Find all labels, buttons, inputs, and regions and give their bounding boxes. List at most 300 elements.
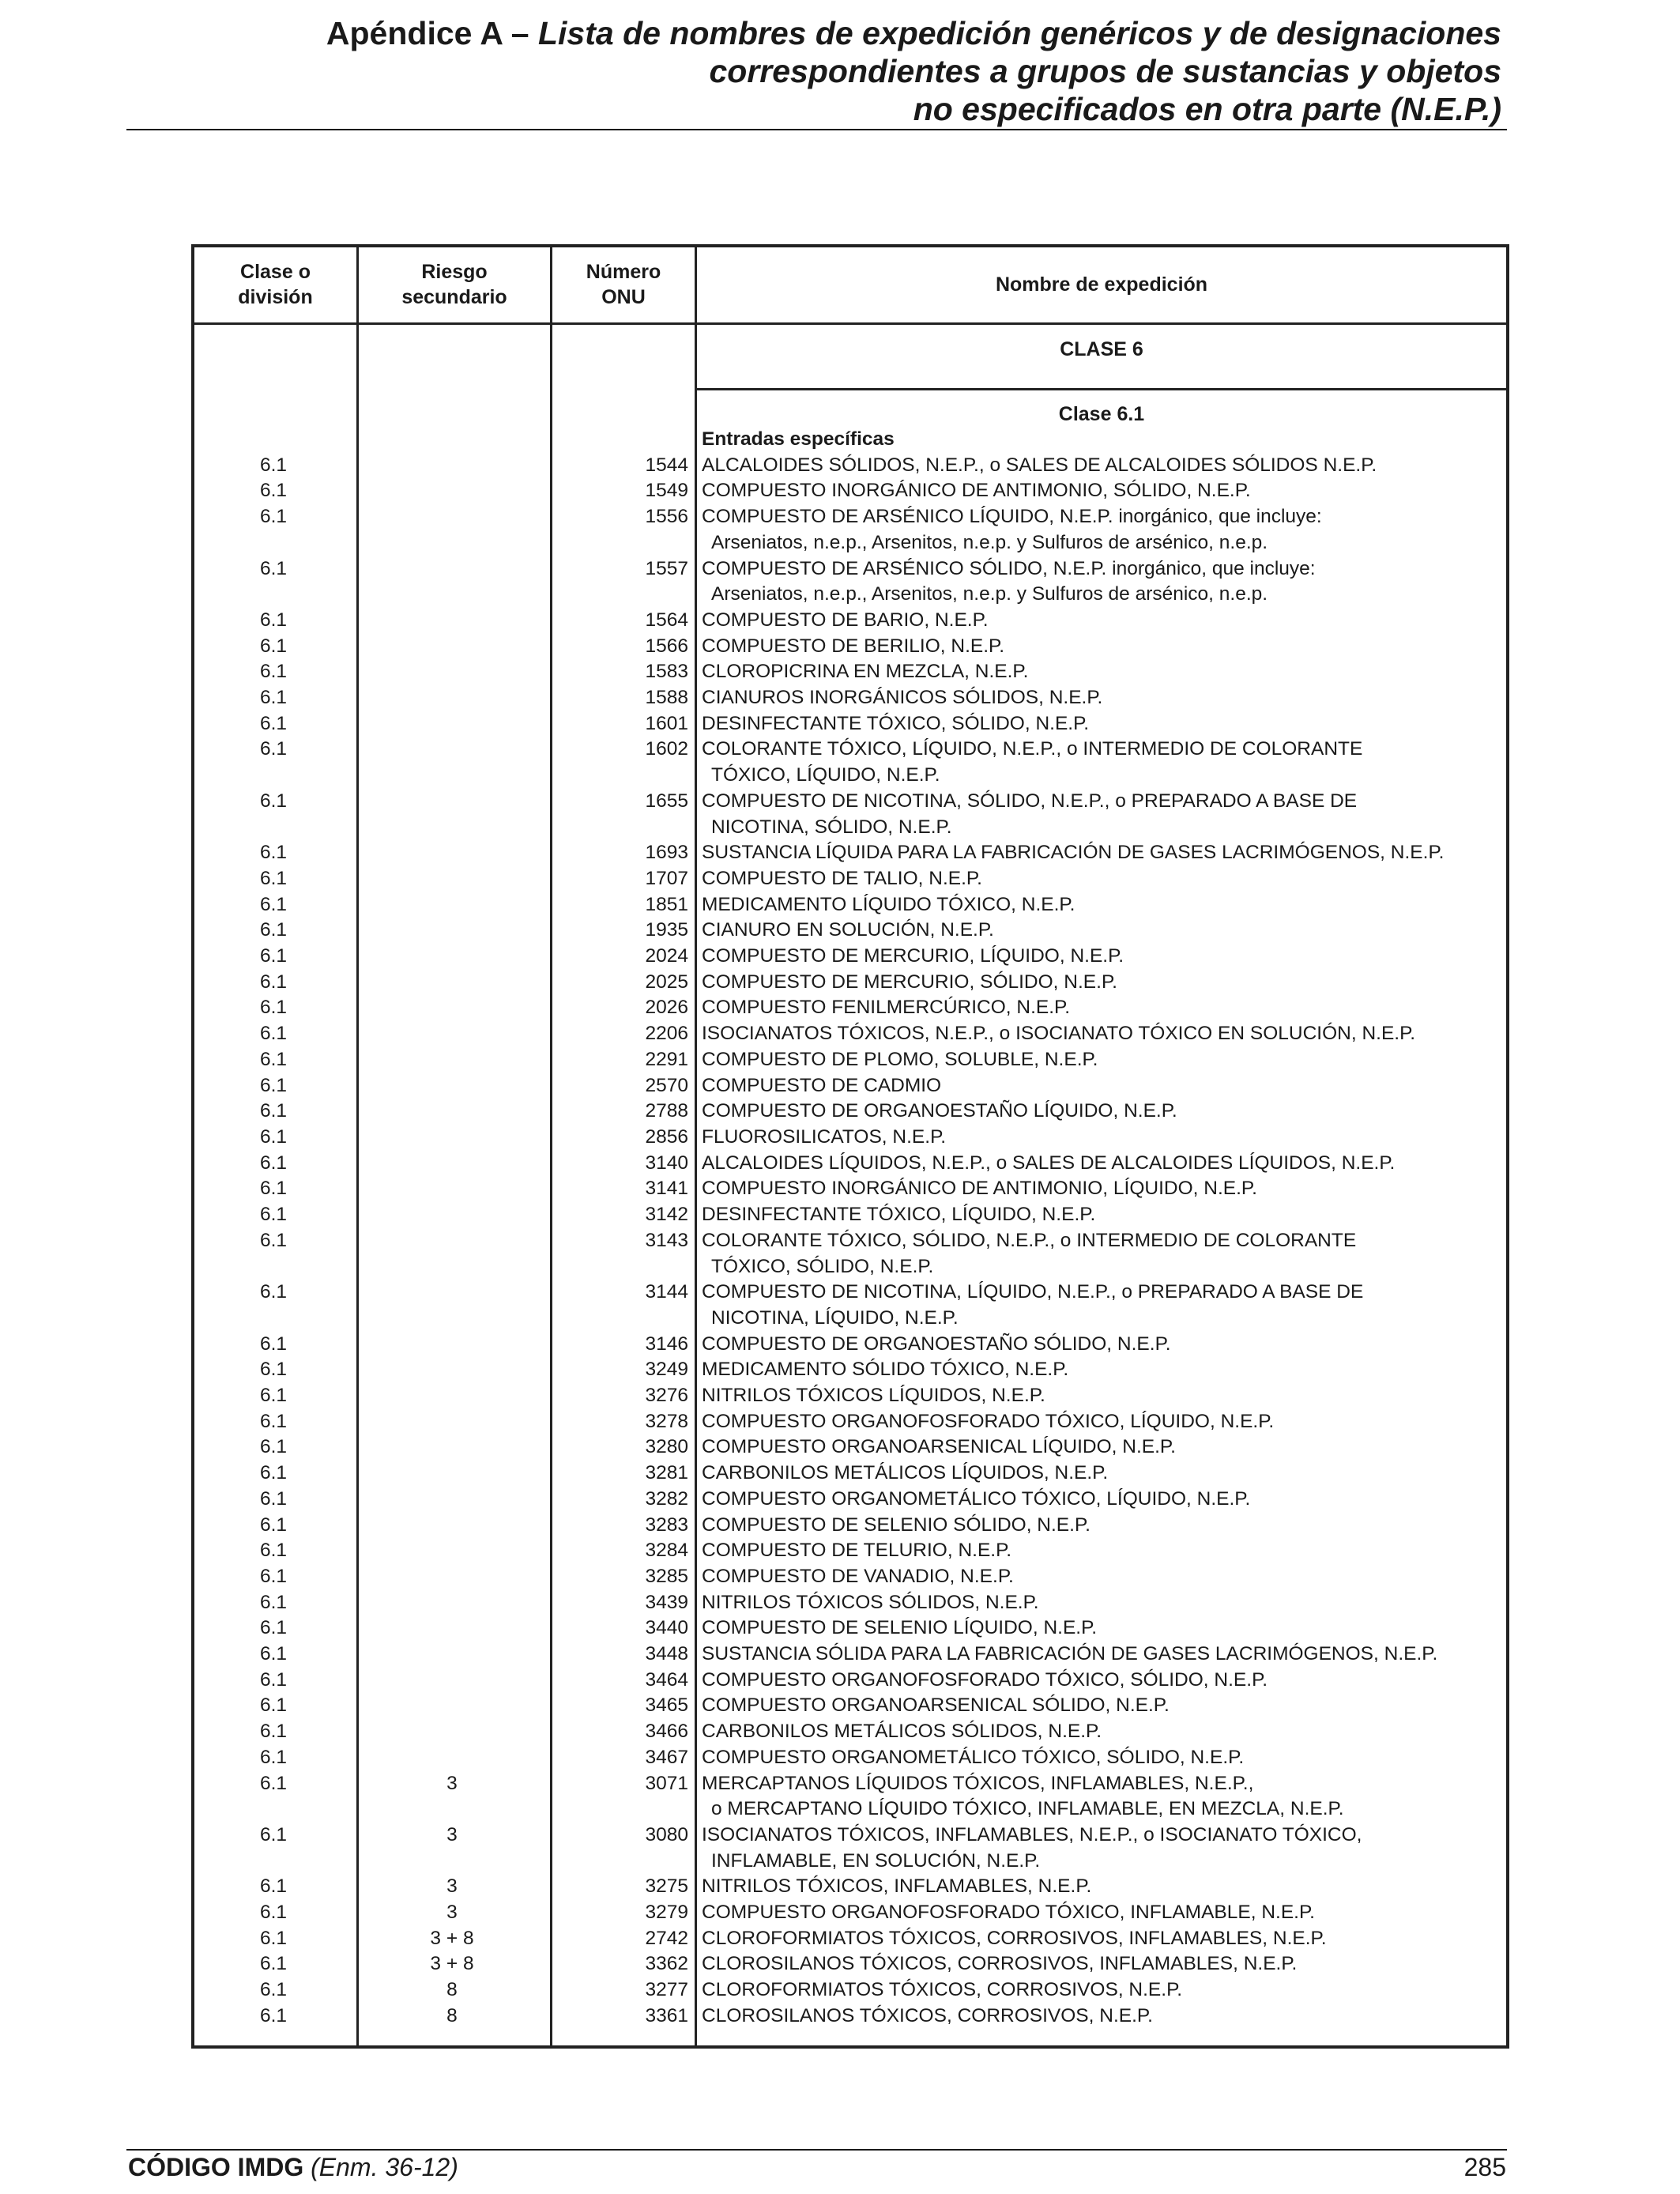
cell-nombre-line: COMPUESTO DE SELENIO SÓLIDO, N.E.P. xyxy=(702,1514,1090,1536)
table-row xyxy=(191,1564,1509,1590)
cell-onu xyxy=(549,1461,688,1487)
cell-onu xyxy=(549,1538,688,1564)
table-row xyxy=(191,1615,1509,1642)
cell-clase: 6.1 xyxy=(259,1617,288,1639)
cell-nombre xyxy=(702,608,1500,634)
cell-clase: 6.1 xyxy=(259,919,288,941)
table-row xyxy=(191,944,1509,970)
table-row xyxy=(191,1202,1509,1228)
cell-onu-value: 3071 xyxy=(645,1772,688,1794)
table-row xyxy=(191,1487,1509,1513)
cell-onu-value: 1549 xyxy=(645,480,688,502)
table-row xyxy=(191,1874,1509,1900)
table-row xyxy=(191,1719,1509,1745)
class-title: CLASE 6 xyxy=(1060,338,1143,360)
cell-nombre xyxy=(702,918,1500,944)
cell-nombre xyxy=(702,1125,1500,1151)
cell-clase: 6.1 xyxy=(259,1591,288,1613)
column-header-riesgo-line-2: secundario xyxy=(401,286,507,308)
cell-onu xyxy=(549,1383,688,1409)
cell-nombre xyxy=(702,1590,1500,1616)
cell-onu xyxy=(549,1615,688,1642)
cell-nombre-line: COMPUESTO ORGANOFOSFORADO TÓXICO, INFLAMABLE, N.E.P. xyxy=(702,1902,1315,1924)
cell-nombre xyxy=(702,1951,1500,1977)
cell-onu-value: 2206 xyxy=(645,1023,688,1045)
cell-nombre-line: COMPUESTO INORGÁNICO DE ANTIMONIO, LÍQUIDO, N.E.P. xyxy=(702,1178,1257,1200)
cell-nombre xyxy=(702,789,1500,840)
cell-nombre xyxy=(702,1280,1500,1331)
cell-nombre xyxy=(702,944,1500,970)
cell-nombre-line: COMPUESTO DE BERILIO, N.E.P. xyxy=(702,635,1005,657)
cell-onu-value: 2742 xyxy=(645,1927,688,1949)
cell-clase: 6.1 xyxy=(259,1721,288,1743)
cell-nombre-line: ISOCIANATOS TÓXICOS, INFLAMABLES, N.E.P., o ISOCIANATO TÓXICO, xyxy=(702,1823,1362,1845)
cell-nombre xyxy=(702,1073,1500,1099)
cell-onu-value: 3146 xyxy=(645,1333,688,1355)
cell-nombre-line: INFLAMABLE, EN SOLUCIÓN, N.E.P. xyxy=(711,1849,1041,1872)
cell-clase: 6.1 xyxy=(259,1746,288,1768)
cell-clase: 6.1 xyxy=(259,1178,288,1200)
cell-clase: 6.1 xyxy=(259,790,288,812)
cell-onu-value: 1655 xyxy=(645,790,688,812)
cell-clase: 6.1 xyxy=(259,454,288,476)
cell-riesgo: 3 xyxy=(446,1875,458,1898)
table-row xyxy=(191,1228,1509,1280)
cell-nombre xyxy=(702,1926,1500,1952)
cell-clase: 6.1 xyxy=(259,971,288,993)
cell-riesgo: 8 xyxy=(446,2004,458,2026)
cell-onu-value: 1557 xyxy=(645,557,688,579)
table-row xyxy=(191,1900,1509,1926)
cell-nombre-line: COMPUESTO FENILMERCÚRICO, N.E.P. xyxy=(702,997,1071,1019)
table-row xyxy=(191,970,1509,996)
header-rule xyxy=(126,129,1507,130)
table-row xyxy=(191,685,1509,711)
cell-clase: 6.1 xyxy=(259,1695,288,1717)
cell-onu xyxy=(549,1926,688,1952)
header-title-3: no especificados en otra parte (N.E.P.) xyxy=(913,91,1501,127)
cell-nombre-line: CLOROSILANOS TÓXICOS, CORROSIVOS, N.E.P. xyxy=(702,2004,1153,2026)
cell-nombre xyxy=(702,1434,1500,1461)
table-row xyxy=(191,1409,1509,1435)
cell-clase: 6.1 xyxy=(259,1462,288,1484)
cell-onu-value: 1935 xyxy=(645,919,688,941)
cell-clase: 6.1 xyxy=(259,1540,288,1562)
cell-clase: 6.1 xyxy=(259,997,288,1019)
cell-clase: 6.1 xyxy=(259,1927,288,1949)
cell-clase: 6.1 xyxy=(259,1359,288,1381)
cell-riesgo: 3 xyxy=(446,1902,458,1924)
table-row xyxy=(191,1977,1509,2004)
cell-onu-value: 3464 xyxy=(645,1668,688,1691)
cell-nombre-line: COMPUESTO ORGANOARSENICAL LÍQUIDO, N.E.P. xyxy=(702,1436,1176,1458)
cell-onu-value: 1693 xyxy=(645,842,688,864)
cell-onu-value: 3466 xyxy=(645,1721,688,1743)
cell-nombre xyxy=(702,504,1500,556)
cell-nombre-line: COMPUESTO DE ORGANOESTAÑO SÓLIDO, N.E.P. xyxy=(702,1333,1171,1355)
cell-nombre-line: NICOTINA, SÓLIDO, N.E.P. xyxy=(711,816,952,838)
cell-nombre xyxy=(702,1383,1500,1409)
cell-nombre-line: CARBONILOS METÁLICOS LÍQUIDOS, N.E.P. xyxy=(702,1462,1109,1484)
cell-nombre xyxy=(702,1823,1500,1874)
cell-clase: 6.1 xyxy=(259,1487,288,1510)
cell-onu xyxy=(549,1021,688,1047)
cell-onu xyxy=(549,892,688,918)
table-row xyxy=(191,1538,1509,1564)
cell-onu xyxy=(549,1719,688,1745)
cell-onu xyxy=(549,944,688,970)
class-divider xyxy=(695,388,1509,390)
cell-onu xyxy=(549,1823,688,1849)
header-line-1 xyxy=(126,14,1501,52)
cell-nombre xyxy=(702,1021,1500,1047)
cell-clase: 6.1 xyxy=(259,1565,288,1587)
cell-onu xyxy=(549,1332,688,1358)
table-row xyxy=(191,995,1509,1021)
cell-onu-value: 3141 xyxy=(645,1178,688,1200)
cell-nombre-line: DESINFECTANTE TÓXICO, SÓLIDO, N.E.P. xyxy=(702,712,1090,734)
table-row xyxy=(191,1047,1509,1073)
table-row xyxy=(191,504,1509,556)
table-row xyxy=(191,1280,1509,1331)
table-row xyxy=(191,840,1509,866)
table-row xyxy=(191,453,1509,479)
cell-nombre xyxy=(702,995,1500,1021)
cell-nombre-line: CIANURO EN SOLUCIÓN, N.E.P. xyxy=(702,919,994,941)
cell-nombre-line: SUSTANCIA LÍQUIDA PARA LA FABRICACIÓN DE GASES LACRIMÓGENOS, N.E.P. xyxy=(702,842,1445,864)
cell-nombre xyxy=(702,1047,1500,1073)
header-lead: Apéndice A – xyxy=(326,15,538,51)
cell-onu xyxy=(549,840,688,866)
cell-riesgo: 3 xyxy=(446,1823,458,1845)
cell-clase: 6.1 xyxy=(259,1668,288,1691)
cell-nombre-line: MERCAPTANOS LÍQUIDOS TÓXICOS, INFLAMABLES, N.E.P., xyxy=(702,1772,1254,1794)
cell-nombre-line: CARBONILOS METÁLICOS SÓLIDOS, N.E.P. xyxy=(702,1721,1102,1743)
cell-onu-value: 2788 xyxy=(645,1100,688,1122)
cell-onu-value: 1564 xyxy=(645,609,688,631)
cell-nombre xyxy=(702,1745,1500,1771)
table-row xyxy=(191,737,1509,788)
cell-nombre xyxy=(702,840,1500,866)
cell-nombre-line: COMPUESTO ORGANOMETÁLICO TÓXICO, SÓLIDO, N.E.P. xyxy=(702,1746,1245,1768)
cell-clase: 6.1 xyxy=(259,1048,288,1070)
cell-nombre xyxy=(702,1099,1500,1125)
table-row xyxy=(191,1151,1509,1177)
cell-onu-value: 3362 xyxy=(645,1953,688,1975)
table-row xyxy=(191,1434,1509,1461)
cell-nombre xyxy=(702,892,1500,918)
cell-nombre xyxy=(702,556,1500,608)
cell-nombre xyxy=(702,1719,1500,1745)
table-row xyxy=(191,1693,1509,1719)
cell-onu xyxy=(549,789,688,815)
cell-clase: 6.1 xyxy=(259,1204,288,1226)
table-row xyxy=(191,789,1509,840)
cell-onu xyxy=(549,1590,688,1616)
cell-clase: 6.1 xyxy=(259,1823,288,1845)
cell-nombre xyxy=(702,1900,1500,1926)
footer-code-name: CÓDIGO IMDG xyxy=(128,2153,304,2181)
cell-onu-value: 1544 xyxy=(645,454,688,476)
cell-onu-value: 2291 xyxy=(645,1048,688,1070)
cell-onu-value: 3143 xyxy=(645,1229,688,1251)
cell-onu xyxy=(549,453,688,479)
cell-onu-value: 2024 xyxy=(645,945,688,967)
table-body xyxy=(191,427,1509,2030)
cell-clase: 6.1 xyxy=(259,842,288,864)
cell-onu-value: 1707 xyxy=(645,867,688,889)
column-header-clase-line-1: Clase o xyxy=(240,261,311,283)
cell-clase: 6.1 xyxy=(259,1410,288,1432)
cell-clase: 6.1 xyxy=(259,1100,288,1122)
cell-onu-value: 3277 xyxy=(645,1979,688,2001)
table-row xyxy=(191,1668,1509,1694)
cell-onu xyxy=(549,685,688,711)
cell-nombre-line: COMPUESTO ORGANOFOSFORADO TÓXICO, SÓLIDO, N.E.P. xyxy=(702,1668,1268,1691)
cell-clase: 6.1 xyxy=(259,1643,288,1665)
cell-nombre-line: CIANUROS INORGÁNICOS SÓLIDOS, N.E.P. xyxy=(702,687,1103,709)
cell-nombre xyxy=(702,453,1500,479)
cell-onu xyxy=(549,711,688,737)
cell-nombre xyxy=(702,1977,1500,2004)
cell-clase: 6.1 xyxy=(259,1385,288,1407)
cell-nombre-line: COMPUESTO DE PLOMO, SOLUBLE, N.E.P. xyxy=(702,1048,1098,1070)
cell-riesgo: 8 xyxy=(446,1979,458,2001)
table-row xyxy=(191,1461,1509,1487)
cell-onu-value: 3142 xyxy=(645,1204,688,1226)
cell-clase: 6.1 xyxy=(259,945,288,967)
column-header-onu-line-2: ONU xyxy=(601,286,646,308)
cell-onu-value: 2026 xyxy=(645,997,688,1019)
cell-nombre xyxy=(702,634,1500,660)
table-row xyxy=(191,892,1509,918)
cell-onu xyxy=(549,556,688,582)
cell-nombre xyxy=(702,2004,1500,2030)
cell-nombre-line: MEDICAMENTO LÍQUIDO TÓXICO, N.E.P. xyxy=(702,893,1075,915)
cell-onu-value: 1601 xyxy=(645,712,688,734)
cell-clase: 6.1 xyxy=(259,687,288,709)
cell-clase: 6.1 xyxy=(259,1229,288,1251)
cell-nombre-line: TÓXICO, SÓLIDO, N.E.P. xyxy=(711,1255,934,1277)
cell-nombre xyxy=(702,1874,1500,1900)
table-row xyxy=(191,1099,1509,1125)
table-row xyxy=(191,918,1509,944)
cell-clase: 6.1 xyxy=(259,2004,288,2026)
column-header-onu-line-1: Número xyxy=(586,261,661,283)
cell-nombre-line: DESINFECTANTE TÓXICO, LÍQUIDO, N.E.P. xyxy=(702,1204,1096,1226)
table-row xyxy=(191,1771,1509,1823)
cell-nombre xyxy=(702,970,1500,996)
cell-onu xyxy=(549,1874,688,1900)
cell-onu xyxy=(549,1176,688,1202)
table-row xyxy=(191,1513,1509,1539)
cell-clase: 6.1 xyxy=(259,1902,288,1924)
cell-nombre-line: SUSTANCIA SÓLIDA PARA LA FABRICACIÓN DE GASES LACRIMÓGENOS, N.E.P. xyxy=(702,1643,1438,1665)
cell-onu-value: 3465 xyxy=(645,1695,688,1717)
column-header-riesgo xyxy=(359,259,550,310)
cell-nombre xyxy=(702,478,1500,504)
cell-nombre xyxy=(702,1771,1500,1823)
cell-onu-value: 3281 xyxy=(645,1462,688,1484)
cell-nombre-line: CLOROSILANOS TÓXICOS, CORROSIVOS, INFLAMABLES, N.E.P. xyxy=(702,1953,1298,1975)
cell-nombre xyxy=(702,1642,1500,1668)
table-row xyxy=(191,634,1509,660)
cell-onu xyxy=(549,634,688,660)
table-row xyxy=(191,1590,1509,1616)
table-row xyxy=(191,608,1509,634)
cell-onu-value: 1566 xyxy=(645,635,688,657)
header-title-2: correspondientes a grupos de sustancias y objetos xyxy=(709,53,1501,89)
cell-onu xyxy=(549,1047,688,1073)
cell-clase: 6.1 xyxy=(259,1772,288,1794)
cell-nombre xyxy=(702,1176,1500,1202)
cell-onu-value: 3275 xyxy=(645,1875,688,1898)
cell-onu-value: 3279 xyxy=(645,1902,688,1924)
cell-nombre xyxy=(702,1409,1500,1435)
cell-clase: 6.1 xyxy=(259,1125,288,1148)
cell-onu xyxy=(549,995,688,1021)
cell-nombre-line: COLORANTE TÓXICO, LÍQUIDO, N.E.P., o INTERMEDIO DE COLORANTE xyxy=(702,738,1363,760)
cell-nombre-line: COLORANTE TÓXICO, SÓLIDO, N.E.P., o INTERMEDIO DE COLORANTE xyxy=(702,1229,1357,1251)
table-row xyxy=(191,711,1509,737)
table-row xyxy=(191,1823,1509,1874)
cell-nombre-line: COMPUESTO DE ARSÉNICO SÓLIDO, N.E.P. inorgánico, que incluye: xyxy=(702,557,1316,579)
table-row xyxy=(191,478,1509,504)
cell-onu xyxy=(549,1951,688,1977)
cell-nombre-line: COMPUESTO DE BARIO, N.E.P. xyxy=(702,609,989,631)
table-row xyxy=(191,1176,1509,1202)
cell-nombre-line: ISOCIANATOS TÓXICOS, N.E.P., o ISOCIANATO TÓXICO EN SOLUCIÓN, N.E.P. xyxy=(702,1023,1416,1045)
cell-nombre xyxy=(702,1357,1500,1383)
table-row xyxy=(191,1125,1509,1151)
cell-nombre-line: COMPUESTO ORGANOFOSFORADO TÓXICO, LÍQUIDO, N.E.P. xyxy=(702,1410,1275,1432)
cell-onu xyxy=(549,1409,688,1435)
footer-rule xyxy=(126,2149,1507,2151)
cell-onu xyxy=(549,1434,688,1461)
column-header-clase xyxy=(194,259,356,310)
table-row xyxy=(191,1951,1509,1977)
table-row xyxy=(191,1021,1509,1047)
cell-clase: 6.1 xyxy=(259,893,288,915)
cell-nombre xyxy=(702,659,1500,685)
cell-nombre xyxy=(702,866,1500,892)
cell-nombre-line: COMPUESTO DE SELENIO LÍQUIDO, N.E.P. xyxy=(702,1617,1098,1639)
column-header-clase-line-2: división xyxy=(238,286,313,308)
division-title: Clase 6.1 xyxy=(1058,403,1145,425)
cell-onu xyxy=(549,1693,688,1719)
cell-nombre xyxy=(702,1693,1500,1719)
cell-onu-value: 3278 xyxy=(645,1410,688,1432)
cell-onu-value: 3282 xyxy=(645,1487,688,1510)
cell-onu-value: 1583 xyxy=(645,661,688,683)
cell-nombre xyxy=(702,1151,1500,1177)
cell-nombre-line: COMPUESTO DE NICOTINA, LÍQUIDO, N.E.P., o PREPARADO A BASE DE xyxy=(702,1281,1364,1303)
cell-onu-value: 3280 xyxy=(645,1436,688,1458)
cell-clase: 6.1 xyxy=(259,867,288,889)
cell-clase: 6.1 xyxy=(259,1979,288,2001)
cell-nombre xyxy=(702,1228,1500,1280)
cell-onu-value: 2025 xyxy=(645,971,688,993)
cell-onu xyxy=(549,1073,688,1099)
cell-onu xyxy=(549,737,688,763)
cell-onu xyxy=(549,1228,688,1254)
cell-clase: 6.1 xyxy=(259,738,288,760)
table-row xyxy=(191,1357,1509,1383)
cell-clase: 6.1 xyxy=(259,712,288,734)
cell-nombre-line: COMPUESTO INORGÁNICO DE ANTIMONIO, SÓLIDO, N.E.P. xyxy=(702,480,1251,502)
cell-nombre-line: MEDICAMENTO SÓLIDO TÓXICO, N.E.P. xyxy=(702,1359,1069,1381)
section-title: Entradas específicas xyxy=(702,428,895,450)
cell-onu-value: 1851 xyxy=(645,893,688,915)
cell-onu xyxy=(549,1280,688,1306)
cell-onu xyxy=(549,1668,688,1694)
cell-nombre-line: CLOROFORMIATOS TÓXICOS, CORROSIVOS, INFLAMABLES, N.E.P. xyxy=(702,1927,1327,1949)
cell-onu xyxy=(549,1125,688,1151)
cell-nombre xyxy=(702,711,1500,737)
cell-clase: 6.1 xyxy=(259,661,288,683)
cell-nombre-line: Arseniatos, n.e.p., Arsenitos, n.e.p. y Sulfuros de arsénico, n.e.p. xyxy=(711,531,1268,553)
cell-onu-value: 3276 xyxy=(645,1385,688,1407)
cell-nombre xyxy=(702,1615,1500,1642)
table-row xyxy=(191,1642,1509,1668)
cell-clase: 6.1 xyxy=(259,1436,288,1458)
cell-clase: 6.1 xyxy=(259,1152,288,1174)
cell-riesgo: 3 xyxy=(446,1772,458,1794)
cell-onu xyxy=(549,866,688,892)
cell-onu-value: 1602 xyxy=(645,738,688,760)
cell-onu-value: 3440 xyxy=(645,1617,688,1639)
cell-nombre-line: COMPUESTO DE NICOTINA, SÓLIDO, N.E.P., o PREPARADO A BASE DE xyxy=(702,790,1358,812)
cell-onu xyxy=(549,1151,688,1177)
cell-onu xyxy=(549,1099,688,1125)
cell-nombre xyxy=(702,1513,1500,1539)
table-row xyxy=(191,659,1509,685)
cell-onu-value: 2570 xyxy=(645,1074,688,1096)
cell-nombre xyxy=(702,1668,1500,1694)
cell-riesgo: 3 + 8 xyxy=(430,1927,474,1949)
column-header-riesgo-line-1: Riesgo xyxy=(421,261,488,283)
cell-clase: 6.1 xyxy=(259,506,288,528)
cell-nombre xyxy=(702,1564,1500,1590)
cell-onu-value: 3249 xyxy=(645,1359,688,1381)
cell-onu-value: 1556 xyxy=(645,506,688,528)
cell-nombre-line: NICOTINA, LÍQUIDO, N.E.P. xyxy=(711,1306,959,1329)
cell-nombre-line: COMPUESTO DE VANADIO, N.E.P. xyxy=(702,1565,1014,1587)
cell-nombre xyxy=(702,1538,1500,1564)
cell-nombre-line: COMPUESTO ORGANOMETÁLICO TÓXICO, LÍQUIDO, N.E.P. xyxy=(702,1487,1251,1510)
cell-onu xyxy=(549,1564,688,1590)
page-number: 285 xyxy=(1463,2153,1506,2181)
cell-nombre-line: COMPUESTO DE ORGANOESTAÑO LÍQUIDO, N.E.P. xyxy=(702,1100,1177,1122)
cell-onu xyxy=(549,1202,688,1228)
cell-nombre-line: COMPUESTO DE CADMIO xyxy=(702,1074,942,1096)
cell-nombre-line: CLOROFORMIATOS TÓXICOS, CORROSIVOS, N.E.P. xyxy=(702,1979,1183,2001)
cell-nombre xyxy=(702,1202,1500,1228)
cell-onu-value: 3140 xyxy=(645,1152,688,1174)
cell-nombre-line: NITRILOS TÓXICOS, INFLAMABLES, N.E.P. xyxy=(702,1875,1092,1898)
page-header xyxy=(126,14,1501,128)
table-row xyxy=(191,1745,1509,1771)
cell-onu xyxy=(549,478,688,504)
row-container xyxy=(191,453,1509,2030)
cell-nombre xyxy=(702,1332,1500,1358)
table-row xyxy=(191,556,1509,608)
table-row xyxy=(191,866,1509,892)
cell-nombre-line: COMPUESTO ORGANOARSENICAL SÓLIDO, N.E.P. xyxy=(702,1695,1170,1717)
cell-nombre-line: COMPUESTO DE ARSÉNICO LÍQUIDO, N.E.P. inorgánico, que incluye: xyxy=(702,506,1322,528)
cell-onu-value: 3284 xyxy=(645,1540,688,1562)
cell-nombre xyxy=(702,685,1500,711)
